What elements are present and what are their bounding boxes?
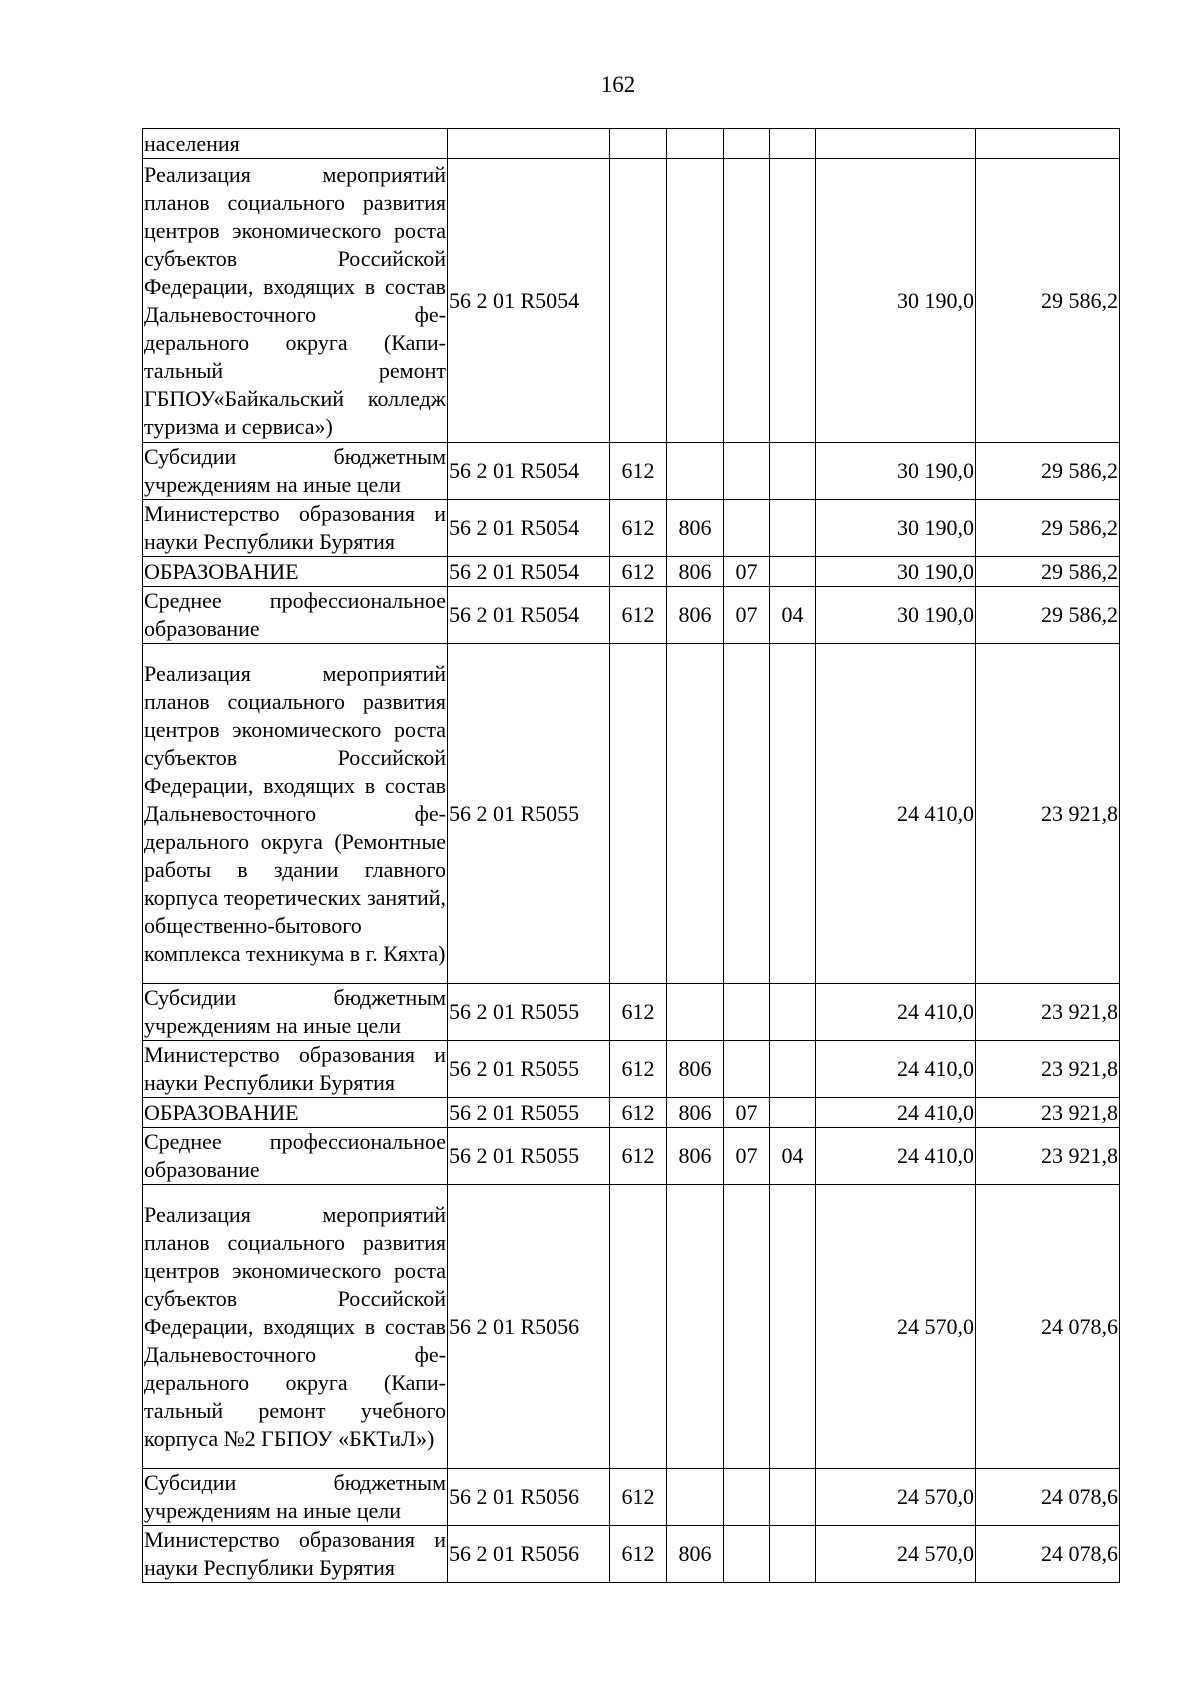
planned-amount: 24 570,0: [816, 1469, 976, 1526]
planned-amount: 24 570,0: [816, 1526, 976, 1583]
subsection-code: [770, 1469, 816, 1526]
expense-type: 612: [610, 443, 667, 500]
expense-type: 612: [610, 557, 667, 587]
row-name: Субсидии бюджетным учреждениям на иные цели: [143, 1469, 448, 1526]
page-number: 162: [600, 72, 636, 97]
subsection-code: [770, 1185, 816, 1469]
target-article-code: 56 2 01 R5056: [448, 1185, 610, 1469]
executed-amount: 24 078,6: [976, 1469, 1120, 1526]
expense-type: [610, 1185, 667, 1469]
subsection-code: 04: [770, 587, 816, 644]
department-code: 806: [667, 1128, 724, 1185]
table-row: [143, 159, 1120, 443]
executed-amount: 23 921,8: [976, 984, 1120, 1041]
target-article-code: 56 2 01 R5054: [448, 587, 610, 644]
section-code: [724, 500, 770, 557]
target-article-code: [448, 129, 610, 159]
planned-amount: 24 410,0: [816, 1098, 976, 1128]
section-code: [724, 984, 770, 1041]
row-name: Реализация мероприятий планов социального развития центров экономического роста субъектов Российской Федерации, входящих в состав Дальневосточного федерального округа (Капитальный ремонт ГБПОУ«Байкальский колледж туризма и сервиса»): [143, 159, 448, 443]
planned-amount: 30 190,0: [816, 159, 976, 443]
executed-amount: 29 586,2: [976, 500, 1120, 557]
table-row: [143, 443, 1120, 500]
expense-type: [610, 644, 667, 984]
target-article-code: 56 2 01 R5055: [448, 644, 610, 984]
section-code: [724, 129, 770, 159]
department-code: [667, 984, 724, 1041]
executed-amount: 23 921,8: [976, 1041, 1120, 1098]
subsection-code: [770, 129, 816, 159]
executed-amount: 29 586,2: [976, 587, 1120, 644]
department-code: 806: [667, 1041, 724, 1098]
section-code: 07: [724, 1098, 770, 1128]
expense-type: [610, 129, 667, 159]
department-code: 806: [667, 1526, 724, 1583]
target-article-code: 56 2 01 R5056: [448, 1526, 610, 1583]
section-code: [724, 1469, 770, 1526]
row-name: Министерство образования и науки Республики Бурятия: [143, 500, 448, 557]
target-article-code: 56 2 01 R5054: [448, 159, 610, 443]
table-row: [143, 500, 1120, 557]
section-code: 07: [724, 587, 770, 644]
row-name: ОБРАЗОВАНИЕ: [143, 557, 448, 587]
target-article-code: 56 2 01 R5054: [448, 557, 610, 587]
executed-amount: 23 921,8: [976, 1128, 1120, 1185]
planned-amount: 30 190,0: [816, 557, 976, 587]
row-name: Министерство образования и науки Республики Бурятия: [143, 1041, 448, 1098]
department-code: 806: [667, 557, 724, 587]
row-name: Реализация мероприятий планов социального развития центров экономического роста субъектов Российской Федерации, входящих в состав Дальневосточного федерального округа (Капитальный ремонт учебного корпуса №2 ГБПОУ «БКТиЛ»): [143, 1185, 448, 1469]
subsection-code: [770, 984, 816, 1041]
department-code: 806: [667, 1098, 724, 1128]
table-row: [143, 1098, 1120, 1128]
expense-type: 612: [610, 1128, 667, 1185]
department-code: [667, 129, 724, 159]
planned-amount: 24 410,0: [816, 644, 976, 984]
department-code: 806: [667, 500, 724, 557]
executed-amount: 24 078,6: [976, 1526, 1120, 1583]
subsection-code: [770, 443, 816, 500]
budget-table: [142, 128, 1120, 1583]
planned-amount: 24 410,0: [816, 1041, 976, 1098]
section-code: 07: [724, 557, 770, 587]
row-name: Реализация мероприятий планов социального развития центров экономического роста субъектов Российской Федерации, входящих в состав Дальневосточного федерального округа (Ремонтные работы в здании главного корпуса теоретических занятий, общественно-бытового комплекса техникума в г. Кяхта): [143, 644, 448, 984]
planned-amount: 24 570,0: [816, 1185, 976, 1469]
subsection-code: [770, 644, 816, 984]
table-row: [143, 1128, 1120, 1185]
target-article-code: 56 2 01 R5055: [448, 1041, 610, 1098]
planned-amount: [816, 129, 976, 159]
row-name: Министерство образования и науки Республики Бурятия: [143, 1526, 448, 1583]
subsection-code: [770, 1041, 816, 1098]
subsection-code: [770, 500, 816, 557]
expense-type: [610, 159, 667, 443]
expense-type: 612: [610, 1098, 667, 1128]
table-row: [143, 984, 1120, 1041]
section-code: [724, 1041, 770, 1098]
target-article-code: 56 2 01 R5056: [448, 1469, 610, 1526]
executed-amount: 24 078,6: [976, 1185, 1120, 1469]
table-row: [143, 1526, 1120, 1583]
expense-type: 612: [610, 1469, 667, 1526]
subsection-code: [770, 159, 816, 443]
table-row: [143, 1041, 1120, 1098]
department-code: 806: [667, 587, 724, 644]
department-code: [667, 644, 724, 984]
planned-amount: 30 190,0: [816, 443, 976, 500]
target-article-code: 56 2 01 R5054: [448, 443, 610, 500]
executed-amount: 29 586,2: [976, 557, 1120, 587]
department-code: [667, 159, 724, 443]
row-name: ОБРАЗОВАНИЕ: [143, 1098, 448, 1128]
planned-amount: 24 410,0: [816, 1128, 976, 1185]
planned-amount: 24 410,0: [816, 984, 976, 1041]
target-article-code: 56 2 01 R5055: [448, 984, 610, 1041]
department-code: [667, 443, 724, 500]
subsection-code: [770, 1098, 816, 1128]
subsection-code: [770, 1526, 816, 1583]
table-row: [143, 1185, 1120, 1469]
section-code: [724, 1185, 770, 1469]
executed-amount: 29 586,2: [976, 443, 1120, 500]
planned-amount: 30 190,0: [816, 587, 976, 644]
subsection-code: 04: [770, 1128, 816, 1185]
section-code: [724, 159, 770, 443]
expense-type: 612: [610, 1526, 667, 1583]
expense-type: 612: [610, 587, 667, 644]
section-code: 07: [724, 1128, 770, 1185]
expense-type: 612: [610, 1041, 667, 1098]
table-row: [143, 644, 1120, 984]
department-code: [667, 1185, 724, 1469]
table-row: [143, 587, 1120, 644]
row-name: Среднее профессиональное образование: [143, 1128, 448, 1185]
section-code: [724, 443, 770, 500]
target-article-code: 56 2 01 R5054: [448, 500, 610, 557]
row-name: Субсидии бюджетным учреждениям на иные цели: [143, 443, 448, 500]
expense-type: 612: [610, 500, 667, 557]
executed-amount: 23 921,8: [976, 1098, 1120, 1128]
section-code: [724, 644, 770, 984]
row-name: Субсидии бюджетным учреждениям на иные цели: [143, 984, 448, 1041]
target-article-code: 56 2 01 R5055: [448, 1128, 610, 1185]
executed-amount: 23 921,8: [976, 644, 1120, 984]
section-code: [724, 1526, 770, 1583]
department-code: [667, 1469, 724, 1526]
table-row: [143, 557, 1120, 587]
target-article-code: 56 2 01 R5055: [448, 1098, 610, 1128]
row-name: Среднее профессиональное образование: [143, 587, 448, 644]
table-row: [143, 129, 1120, 159]
subsection-code: [770, 557, 816, 587]
executed-amount: 29 586,2: [976, 159, 1120, 443]
executed-amount: [976, 129, 1120, 159]
row-name: населения: [143, 129, 448, 159]
table-row: [143, 1469, 1120, 1526]
planned-amount: 30 190,0: [816, 500, 976, 557]
expense-type: 612: [610, 984, 667, 1041]
